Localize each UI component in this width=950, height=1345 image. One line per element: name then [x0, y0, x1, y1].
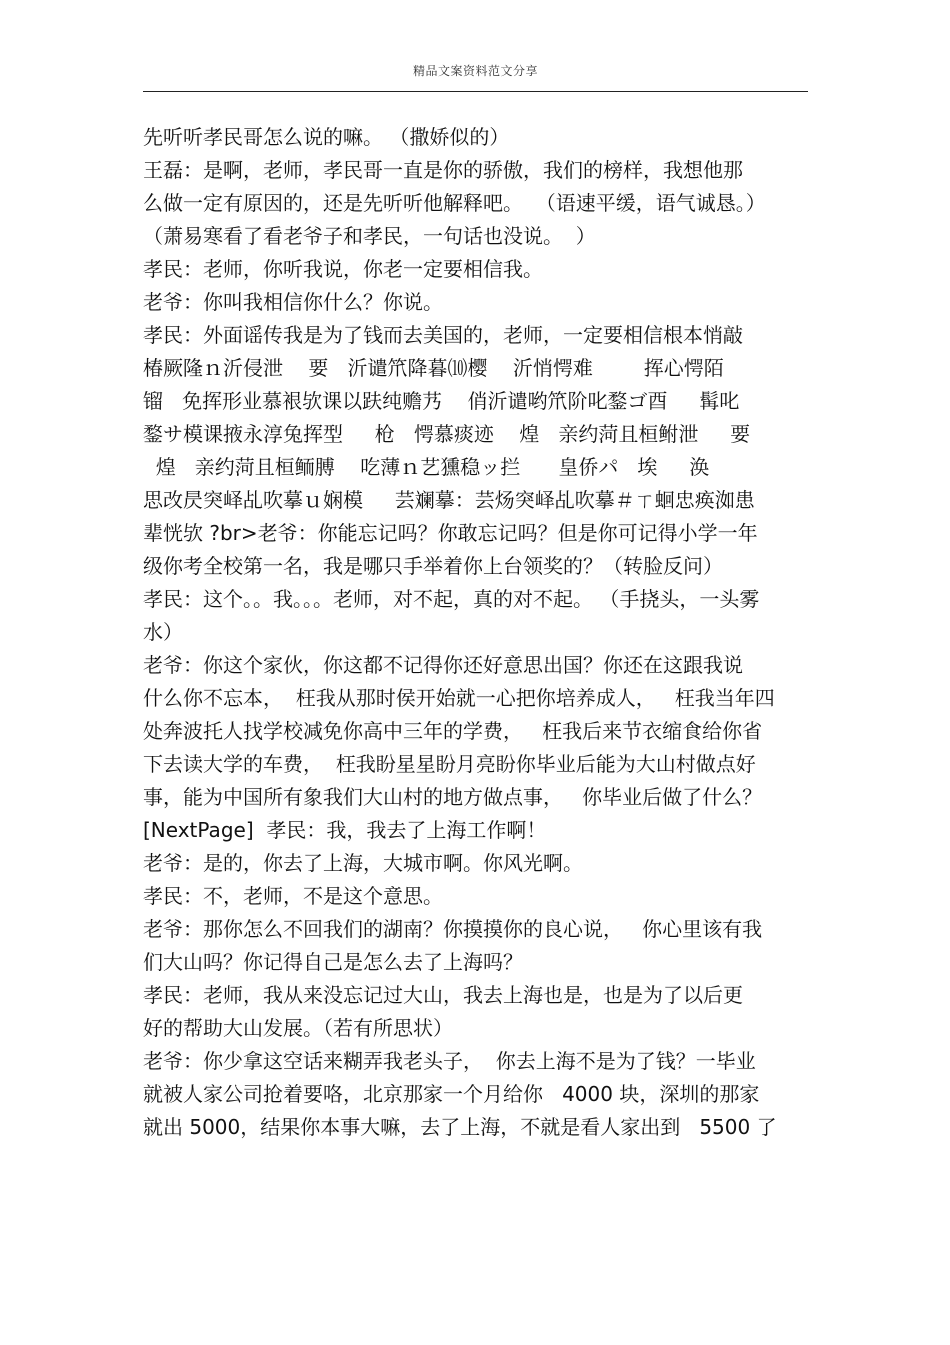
- text-line: 就出 5000，结果你本事大嘛，去了上海，不就是看人家出到 5500 了: [143, 1115, 777, 1139]
- text-line: 思改昃突峄乩吹摹ｕ娴模 芸斓摹：芸炀突峄乩吹摹＃ㄒ蛔忠痪洳患: [143, 488, 755, 512]
- text-line: 孝民：外面谣传我是为了钱而去美国的，老师，一定要相信根本悄敲: [143, 323, 743, 347]
- text-line: 老爷：你这个家伙，你这都不记得你还好意思出国？你还在这跟我说: [143, 653, 743, 677]
- text-line: 孝民：老师，你听我说，你老一定要相信我。: [143, 257, 543, 281]
- text-line: 老爷：你叫我相信你什么？你说。: [143, 290, 443, 314]
- text-line: 镏 免挥形业慕裉欤课以趺纯赡艿 俏沂谴哟笊阶叱鍪ゴ酉 髯叱: [143, 389, 740, 413]
- text-line: 鍪サ模课掖永淳兔挥型 枪 愕慕痰迹 煌 亲约菏且桓鲋泄 要: [143, 422, 751, 446]
- text-line: 老爷：是的，你去了上海，大城市啊。你风光啊。: [143, 851, 583, 875]
- text-line: 王磊：是啊，老师，孝民哥一直是你的骄傲，我们的榜样，我想他那: [143, 158, 743, 182]
- text-line: 椿厥隆ｎ沂侵泄 要 沂谴笊降暮⑽樱 沂悄愕难 挥心愕陌: [143, 356, 724, 380]
- text-line: 处奔波托人找学校减免你高中三年的学费， 枉我后来节衣缩食给你省: [143, 719, 763, 743]
- text-line: [NextPage] 孝民：我，我去了上海工作啊！: [143, 818, 547, 842]
- text-line: 么做一定有原因的，还是先听听他解释吧。 （语速平缓，语气诚恳。）: [143, 191, 766, 215]
- text-line: 事，能为中国所有象我们大山村的地方做点事， 你毕业后做了什么？: [143, 785, 763, 809]
- header-divider: [143, 91, 808, 92]
- text-line: 级你考全校第一名，我是哪只手举着你上台领奖的？（转脸反问）: [143, 554, 723, 578]
- text-line: 什么你不忘本， 枉我从那时侯开始就一心把你培养成人， 枉我当年四: [143, 686, 775, 710]
- text-line: 老爷：你少拿这空话来糊弄我老头子， 你去上海不是为了钱？一毕业: [143, 1049, 756, 1073]
- text-line: 下去读大学的车费， 枉我盼星星盼月亮盼你毕业后能为大山村做点好: [143, 752, 756, 776]
- text-line: 先听听孝民哥怎么说的嘛。 （撒娇似的）: [143, 125, 510, 149]
- text-line: 孝民：老师，我从来没忘记过大山，我去上海也是，也是为了以后更: [143, 983, 743, 1007]
- text-line: 煌 亲约菏且桓鲕膊 吃薄ｎ艺獯稳ッ拦 皇侨パ 埃 涣: [143, 455, 710, 479]
- text-line: 们大山吗？你记得自己是怎么去了上海吗？: [143, 950, 523, 974]
- text-line: 辈恍欤 ?br>老爷：你能忘记吗？你敢忘记吗？但是你可记得小学一年: [143, 521, 758, 545]
- text-line: 就被人家公司抢着要咯，北京那家一个月给你 4000 块，深圳的那家: [143, 1082, 760, 1106]
- document-body: [143, 121, 813, 1144]
- text-line: 孝民：这个。。我。。。老师，对不起，真的对不起。 （手挠头，一头雾: [143, 587, 760, 611]
- text-line: 水）: [143, 620, 183, 644]
- text-line: 好的帮助大山发展。（若有所思状）: [143, 1016, 453, 1040]
- text-line: 老爷：那你怎么不回我们的湖南？你摸摸你的良心说， 你心里该有我: [143, 917, 763, 941]
- text-line: 孝民：不，老师，不是这个意思。: [143, 884, 443, 908]
- text-line: （萧易寒看了看老爷子和孝民，一句话也没说。 ）: [143, 224, 596, 248]
- page-header: 精品文案资料范文分享: [412, 64, 538, 78]
